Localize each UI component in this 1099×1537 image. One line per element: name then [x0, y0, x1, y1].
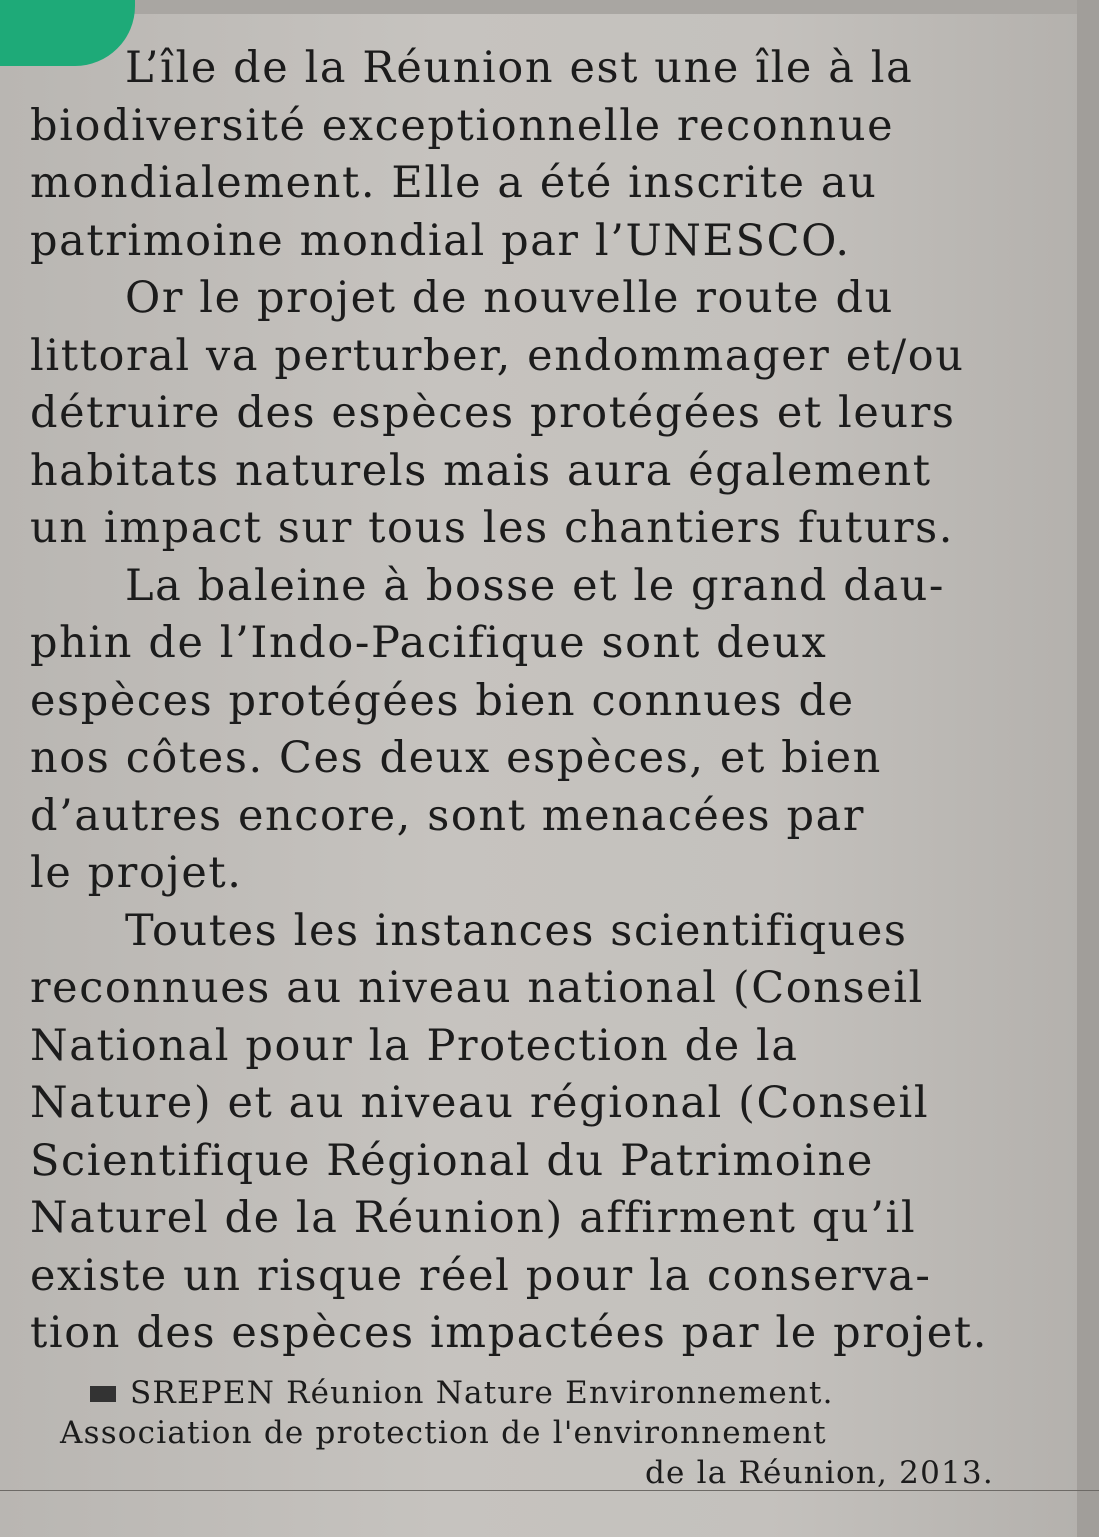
text-line: National pour la Protection de la [30, 1020, 799, 1071]
bottom-divider [0, 1490, 1099, 1491]
page-top-edge [0, 0, 1099, 14]
square-bullet-icon [90, 1386, 116, 1402]
text-line: Nature) et au niveau régional (Conseil [30, 1078, 930, 1128]
text-line: La baleine à bosse et le grand dau- [125, 560, 946, 611]
source-org: SREPEN Réunion Nature Environnement. [130, 1374, 834, 1411]
text-line: L’île de la Réunion est une île à la [125, 43, 914, 93]
text-line: nos côtes. Ces deux espèces, et bien [30, 733, 882, 783]
text-line: biodiversité exceptionnelle reconnue [30, 100, 895, 151]
source-line-2: Association de protection de l'environnement [60, 1414, 827, 1451]
text-line: habitats naturels mais aura également [30, 445, 932, 496]
text-line: littoral va perturber, endommager et/ou [30, 330, 965, 381]
text-line: détruire des espèces protégées et leurs [30, 388, 956, 438]
text-line: reconnues au niveau national (Conseil [30, 963, 924, 1013]
article-text [30, 40, 1070, 1493]
page-right-edge [1077, 0, 1099, 1537]
text-line: le projet. [30, 848, 243, 898]
text-line: d’autres encore, sont menacées par [30, 790, 865, 841]
text-line: Or le projet de nouvelle route du [125, 273, 894, 323]
text-line: Scientifique Régional du Patrimoine [30, 1135, 874, 1186]
text-line: Toutes les instances scientifiques [125, 905, 908, 956]
text-line: existe un risque réel pour la conserva- [30, 1250, 932, 1301]
source-line-3: de la Réunion, 2013. [645, 1454, 994, 1491]
text-line: espèces protégées bien connues de [30, 675, 855, 726]
text-line: un impact sur tous les chantiers futurs. [30, 503, 955, 553]
text-line: patrimoine mondial par l’UNESCO. [30, 215, 851, 266]
text-line: mondialement. Elle a été inscrite au [30, 158, 878, 208]
text-line: Naturel de la Réunion) affirment qu’il [30, 1193, 917, 1243]
text-line: phin de l’Indo-Pacifique sont deux [30, 618, 828, 668]
source-line-1 [30, 1373, 1070, 1413]
text-line: tion des espèces impactées par le projet. [30, 1308, 988, 1358]
